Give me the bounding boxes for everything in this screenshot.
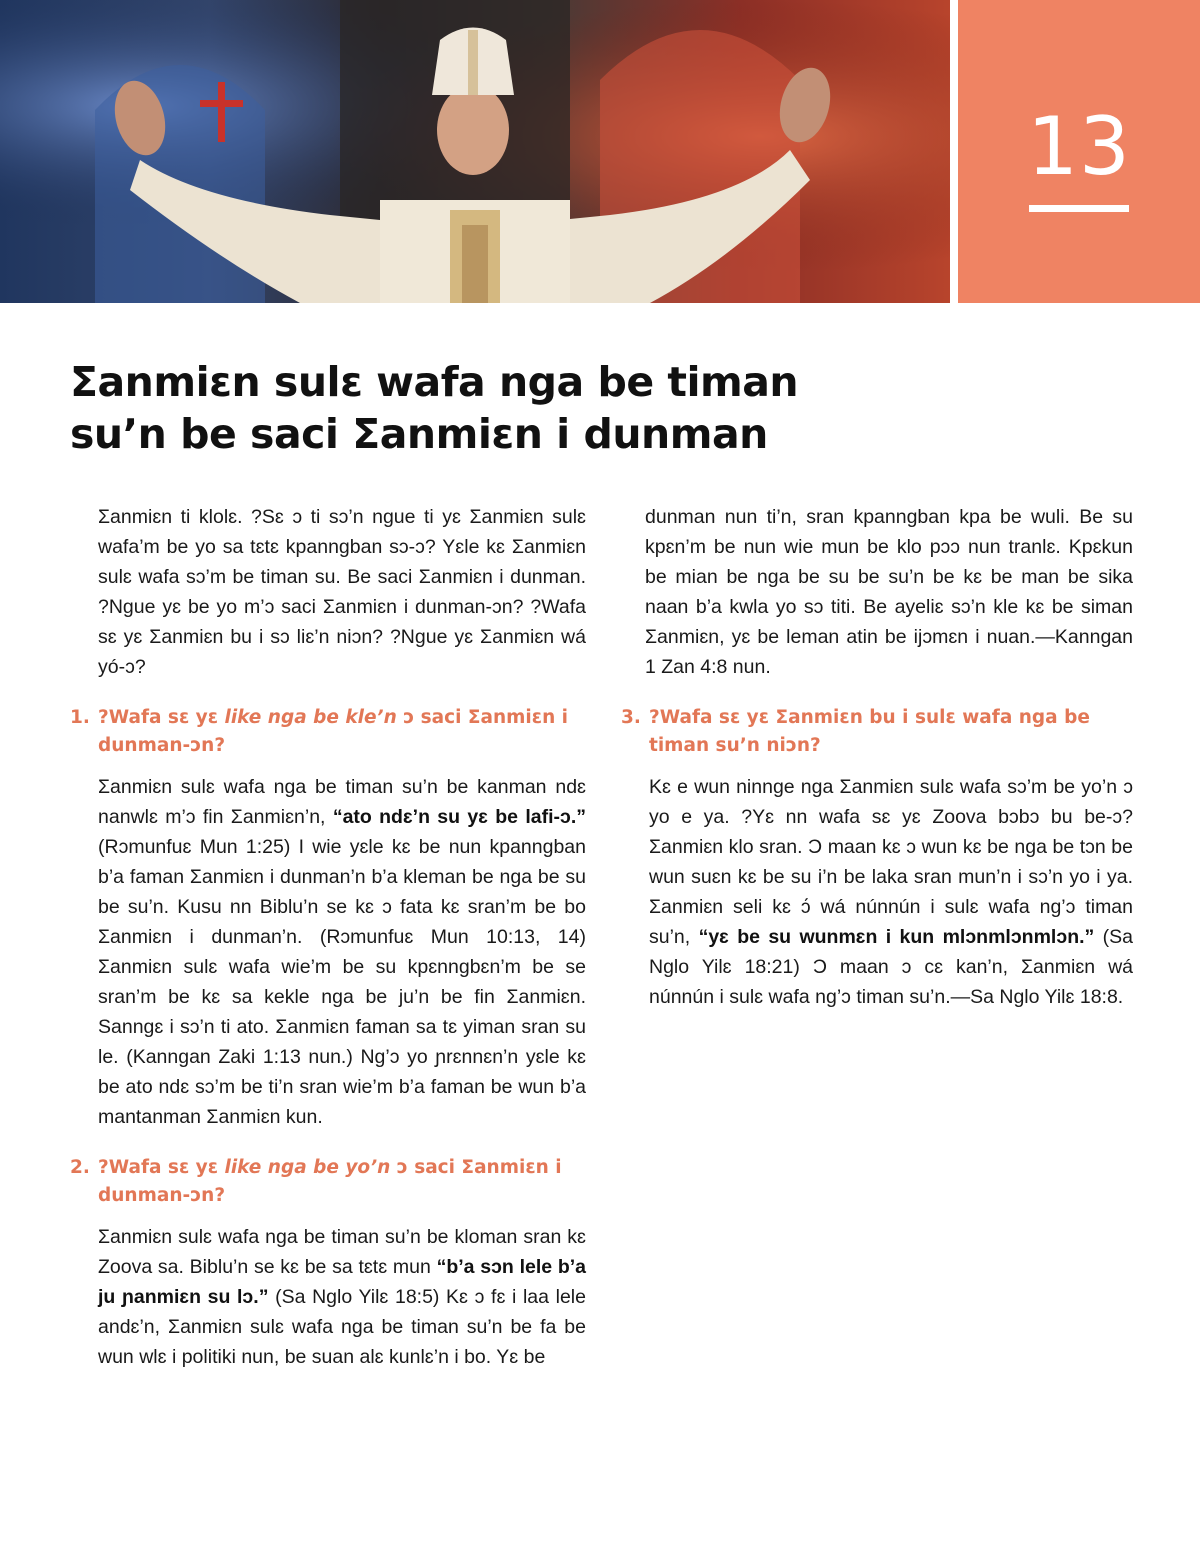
question-1-number: 1. [70, 707, 90, 728]
question-1-italic: like nga be kle’n [224, 707, 397, 728]
title-line-1: Ʃanmiɛn sulɛ wafa nga be timan [70, 358, 799, 406]
right-column [621, 502, 1133, 1034]
question-2-text [98, 1154, 586, 1210]
question-2-number: 2. [70, 1157, 90, 1178]
answer-3-c: (Sa Nglo Yilɛ 18:21) Ɔ maan ɔ cɛ kan’n, Ʃanmiɛn wá núnnún i sulɛ wafa ng’ɔ timan su’n.—Sa Nglo Yilɛ 18:8. [649, 926, 1133, 1008]
question-1 [70, 704, 586, 760]
answer-1 [98, 772, 586, 1132]
chapter-badge [958, 0, 1200, 303]
answer-2-c: (Sa Nglo Yilɛ 18:5) Kɛ ɔ fɛ i laa lele andɛ’n, Ʃanmiɛn sulɛ wafa nga be timan su’n be fa be wun wlɛ i politiki nun, be suan alɛ kunlɛ’n i bo. Yɛ be [98, 1286, 586, 1368]
title-line-2: su’n be saci Ʃanmiɛn i dunman [70, 410, 768, 458]
priest-illustration [0, 0, 950, 303]
question-2-italic: like nga be yo’n [224, 1157, 391, 1178]
question-2-post: ɔ saci Ʃanmiɛn i dunman-ɔn? [98, 1157, 562, 1206]
question-3 [621, 704, 1133, 760]
intro-paragraph: Ʃanmiɛn ti klolɛ. ?Sɛ ɔ ti sɔ’n ngue ti yɛ Ʃanmiɛn sulɛ wafa’m be yo sa tɛtɛ kpanngban sɔ-ɔ? Yɛle kɛ Ʃanmiɛn sulɛ wafa sɔ’m be timan su. Be saci Ʃanmiɛn i dunman. ?Ngue yɛ be yo m’ɔ saci Ʃanmiɛn i dunman-ɔn? ?Wafa sɛ yɛ Ʃanmiɛn bu i sɔ liɛ’n niɔn? ?Ngue yɛ Ʃanmiɛn wá yó-ɔ? [98, 506, 586, 678]
page-title [70, 356, 970, 460]
answer-2-a: Ʃanmiɛn sulɛ wafa nga be timan su’n be kloman sran kɛ Zoova sa. Biblu’n se kɛ be sa tɛtɛ mun [98, 1226, 586, 1278]
question-1-text [98, 704, 586, 760]
chapter-underline [1029, 205, 1129, 212]
question-1-pre: ?Wafa sɛ yɛ [98, 707, 225, 728]
answer-2 [98, 1222, 586, 1372]
question-3-text: ?Wafa sɛ yɛ Ʃanmiɛn bu i sulɛ wafa nga be timan su’n niɔn? [649, 707, 1090, 756]
answer-2-quote: “b’a sɔn lele b’a ju ɲanmiɛn su lɔ.” [98, 1256, 587, 1308]
answer-2-continued: dunman nun ti’n, sran kpanngban kpa be wuli. Be su kpɛn’m be nun wie mun be klo pɔɔ nun tranlɛ. Kpɛkun be mian be nga be su be su’n be kɛ be man be sika naan b’a kwla yo sɔ titi. Be ayeliɛ sɔ’n kle kɛ be siman Ʃanmiɛn, yɛ be leman atin be ijɔmɛn i nuan.—Kanngan 1 Zan 4:8 nun. [645, 506, 1133, 678]
answer-1-c: (Rɔmunfuɛ Mun 1:25) I wie yɛle kɛ be nun kpanngban b’a faman Ʃanmiɛn i dunman’n b’a kleman be nga be su be su’n. Kusu nn Biblu’n se kɛ ɔ fata kɛ sran’m be bo Ʃanmiɛn i dunman’n. (Rɔmunfuɛ Mun 10:13, 14) Ʃanmiɛn sulɛ wafa wie’m be su kpɛnngbɛn’m be se sran’m be kɛ sa kekle nga be ju’n be fin Ʃanmiɛn. Sanngɛ i sɔ’n ti ato. Ʃanmiɛn faman sa tɛ yiman sran su le. (Kanngan Zaki 1:13 nun.) Ng’ɔ yo ɲrɛnnɛn’n yɛle kɛ be ato ndɛ sɔ’m be ti’n sran wie’m b’a faman be wun b’a mantanman Ʃanmiɛn kun. [98, 836, 586, 1128]
left-column [70, 502, 586, 1394]
answer-3-a: Kɛ e wun ninnge nga Ʃanmiɛn sulɛ wafa sɔ’m be yo’n ɔ yo e ya. ?Yɛ nn wafa sɛ yɛ Zoova bɔbɔ bu be-ɔ? Ʃanmiɛn klo sran. Ɔ maan kɛ ɔ wun kɛ be nga be tɔn be wun suɛn kɛ be su i’n be laka sran mun’n i sɔ’n yo i ya. Ʃanmiɛn seli kɛ ɔ́ wá núnnún i sulɛ wafa ng’ɔ timan su’n, [649, 776, 1133, 948]
question-1-post: ɔ saci Ʃanmiɛn i dunman-ɔn? [98, 707, 569, 756]
answer-3-quote: “yɛ be su wunmɛn i kun mlɔnmlɔnmlɔn.” [698, 926, 1095, 948]
question-2-pre: ?Wafa sɛ yɛ [98, 1157, 225, 1178]
chapter-number: 13 [1027, 100, 1131, 193]
hero-image [0, 0, 950, 303]
answer-1-a: Ʃanmiɛn sulɛ wafa nga be timan su’n be kanman ndɛ nanwlɛ m’ɔ fin Ʃanmiɛn’n, [98, 776, 586, 828]
question-2 [70, 1154, 586, 1210]
answer-3 [649, 772, 1133, 1012]
question-3-number: 3. [621, 707, 641, 728]
answer-1-quote: “ato ndɛ’n su yɛ be lafi-ɔ.” [332, 806, 586, 828]
